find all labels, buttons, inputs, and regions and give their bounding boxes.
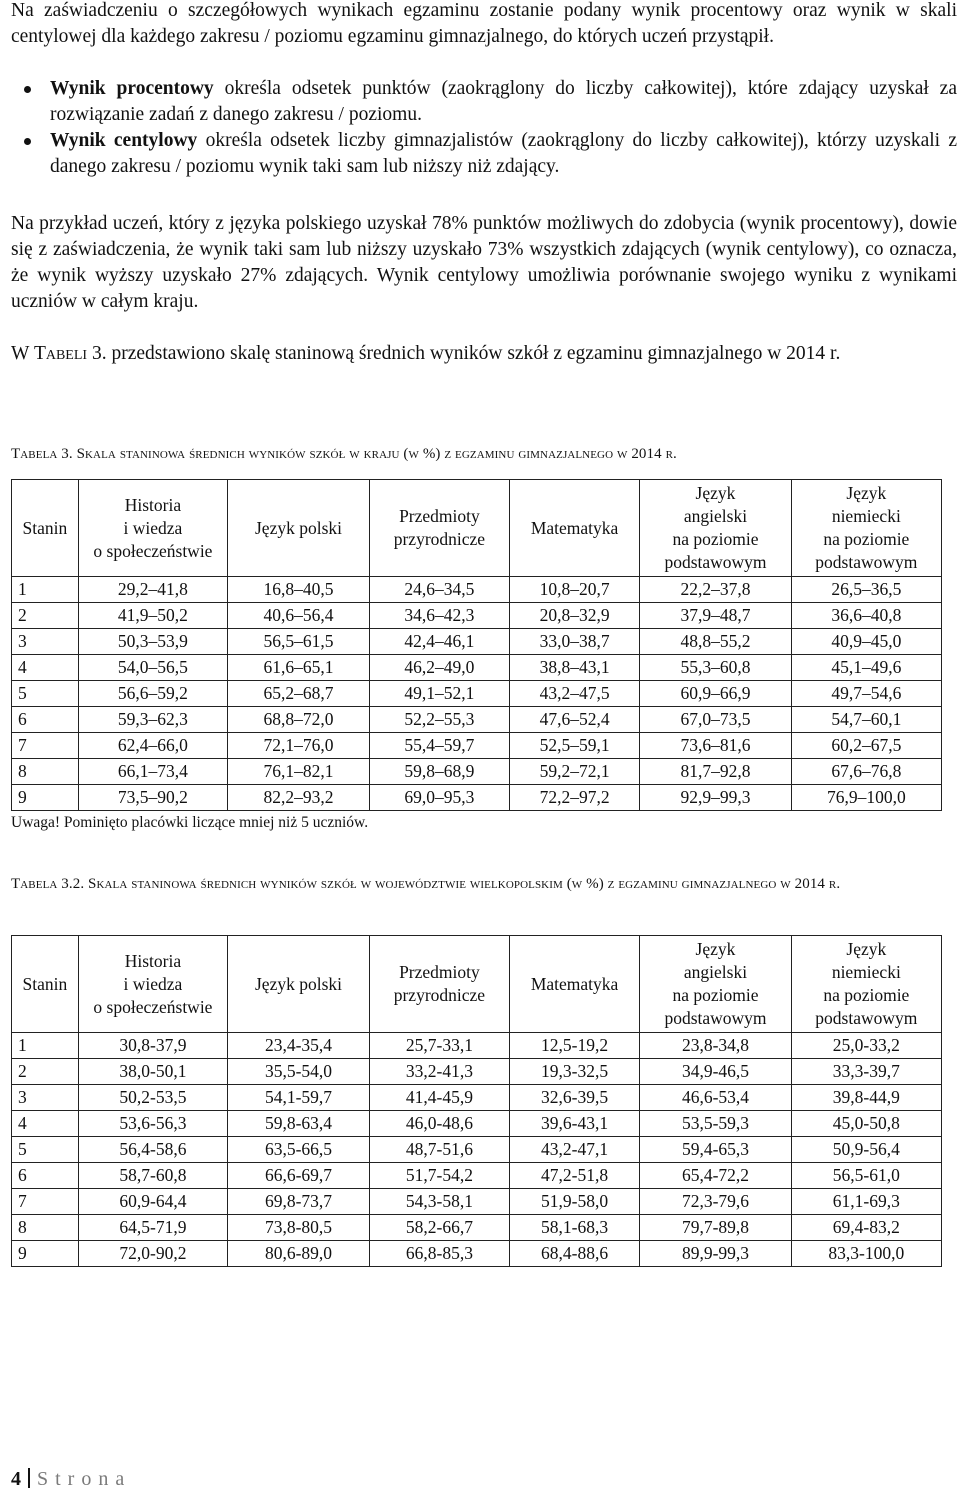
score-range: 48,8–55,2 bbox=[640, 629, 791, 655]
score-range: 83,3-100,0 bbox=[791, 1241, 941, 1267]
score-range: 32,6-39,5 bbox=[509, 1085, 639, 1111]
score-range: 60,9-64,4 bbox=[78, 1189, 227, 1215]
score-range: 79,7-89,8 bbox=[640, 1215, 791, 1241]
table2-caption: Tabela 3.2. Skala staninowa średnich wyników szkół w województwie wielkopolskim (w %) z egzaminu gimnazjalnego w 2014 r. bbox=[11, 876, 841, 892]
header-matematyka: Matematyka bbox=[509, 936, 639, 1033]
score-range: 25,7-33,1 bbox=[369, 1033, 509, 1059]
score-range: 72,0-90,2 bbox=[78, 1241, 227, 1267]
score-range: 26,5–36,5 bbox=[791, 577, 941, 603]
score-range: 69,8-73,7 bbox=[228, 1189, 370, 1215]
stanin-number: 4 bbox=[12, 655, 79, 681]
table-row bbox=[12, 759, 942, 785]
score-range: 73,8-80,5 bbox=[228, 1215, 370, 1241]
score-range: 43,2-47,1 bbox=[509, 1137, 639, 1163]
definitions-list bbox=[11, 76, 957, 180]
score-range: 56,5-61,0 bbox=[791, 1163, 941, 1189]
score-range: 76,1–82,1 bbox=[228, 759, 370, 785]
example-paragraph: Na przykład uczeń, który z języka polskiego uzyskał 78% punktów możliwych do zdobycia (wynik procentowy), dowie się z zaświadczenia, że wynik taki sam lub niższy uzyskało 73% wszystkich zdających (wynik centylowy), co oznacza, że wynik wyższy uzyskało 27% zdających. Wynik centylowy umożliwia porównanie swojego wyniku z wynikami uczniów w całym kraju. bbox=[11, 213, 957, 312]
score-range: 54,3-58,1 bbox=[369, 1189, 509, 1215]
table-row bbox=[12, 1033, 942, 1059]
score-range: 46,2–49,0 bbox=[369, 655, 509, 681]
score-range: 30,8-37,9 bbox=[78, 1033, 227, 1059]
score-range: 69,4-83,2 bbox=[791, 1215, 941, 1241]
header-angielski: Język angielski na poziomie podstawowym bbox=[640, 480, 791, 577]
header-przyroda: Przedmioty przyrodnicze bbox=[369, 480, 509, 577]
score-range: 81,7–92,8 bbox=[640, 759, 791, 785]
table-header-row bbox=[12, 480, 942, 577]
score-range: 29,2–41,8 bbox=[78, 577, 227, 603]
table-row bbox=[12, 785, 942, 811]
table-row bbox=[12, 1059, 942, 1085]
score-range: 72,3-79,6 bbox=[640, 1189, 791, 1215]
header-stanin: Stanin bbox=[12, 936, 79, 1033]
header-przyroda: Przedmioty przyrodnicze bbox=[369, 936, 509, 1033]
table-row bbox=[12, 1189, 942, 1215]
header-historia: Historia i wiedza o społeczeństwie bbox=[78, 480, 227, 577]
score-range: 19,3-32,5 bbox=[509, 1059, 639, 1085]
table-row bbox=[12, 603, 942, 629]
score-range: 66,8-85,3 bbox=[369, 1241, 509, 1267]
score-range: 65,4-72,2 bbox=[640, 1163, 791, 1189]
score-range: 40,6–56,4 bbox=[228, 603, 370, 629]
table-header-row bbox=[12, 936, 942, 1033]
score-range: 89,9-99,3 bbox=[640, 1241, 791, 1267]
score-range: 58,2-66,7 bbox=[369, 1215, 509, 1241]
table1-note: Uwaga! Pominięto placówki liczące mniej niż 5 uczniów. bbox=[11, 814, 369, 831]
bullet-icon bbox=[24, 86, 31, 93]
table-row bbox=[12, 1215, 942, 1241]
stanin-number: 9 bbox=[12, 1241, 79, 1267]
score-range: 36,6–40,8 bbox=[791, 603, 941, 629]
header-stanin: Stanin bbox=[12, 480, 79, 577]
table-row bbox=[12, 1085, 942, 1111]
score-range: 37,9–48,7 bbox=[640, 603, 791, 629]
score-range: 66,1–73,4 bbox=[78, 759, 227, 785]
table-row bbox=[12, 1241, 942, 1267]
score-range: 56,6–59,2 bbox=[78, 681, 227, 707]
score-range: 54,1-59,7 bbox=[228, 1085, 370, 1111]
national-stanin-table bbox=[11, 479, 942, 811]
score-range: 61,6–65,1 bbox=[228, 655, 370, 681]
score-range: 56,4-58,6 bbox=[78, 1137, 227, 1163]
stanin-number: 5 bbox=[12, 681, 79, 707]
score-range: 68,4-88,6 bbox=[509, 1241, 639, 1267]
score-range: 47,2-51,8 bbox=[509, 1163, 639, 1189]
score-range: 55,3–60,8 bbox=[640, 655, 791, 681]
header-niemiecki: Język niemiecki na poziomie podstawowym bbox=[791, 480, 941, 577]
score-range: 55,4–59,7 bbox=[369, 733, 509, 759]
score-range: 59,2–72,1 bbox=[509, 759, 639, 785]
table-row bbox=[12, 681, 942, 707]
score-range: 45,1–49,6 bbox=[791, 655, 941, 681]
score-range: 34,6–42,3 bbox=[369, 603, 509, 629]
score-range: 25,0-33,2 bbox=[791, 1033, 941, 1059]
score-range: 38,0-50,1 bbox=[78, 1059, 227, 1085]
header-historia: Historia i wiedza o społeczeństwie bbox=[78, 936, 227, 1033]
score-range: 47,6–52,4 bbox=[509, 707, 639, 733]
stanin-number: 7 bbox=[12, 1189, 79, 1215]
score-range: 52,5–59,1 bbox=[509, 733, 639, 759]
header-angielski: Język angielski na poziomie podstawowym bbox=[640, 936, 791, 1033]
score-range: 73,6–81,6 bbox=[640, 733, 791, 759]
score-range: 23,8-34,8 bbox=[640, 1033, 791, 1059]
score-range: 24,6–34,5 bbox=[369, 577, 509, 603]
score-range: 61,1-69,3 bbox=[791, 1189, 941, 1215]
score-range: 22,2–37,8 bbox=[640, 577, 791, 603]
stanin-number: 1 bbox=[12, 577, 79, 603]
stanin-number: 3 bbox=[12, 1085, 79, 1111]
definition-centile-text: określa odsetek liczby gimnazjalistów (zaokrąglony do liczby całkowitej), którzy uzyskali z danego zakresu / poziomu wynik taki sam lub niższy niż zdający. bbox=[50, 130, 957, 177]
regional-stanin-table bbox=[11, 935, 942, 1267]
score-range: 10,8–20,7 bbox=[509, 577, 639, 603]
score-range: 72,2–97,2 bbox=[509, 785, 639, 811]
score-range: 54,7–60,1 bbox=[791, 707, 941, 733]
definition-percent-text: określa odsetek punktów (zaokrąglony do liczby całkowitej), które zdający uzyskał za rozwiązanie zadań z danego zakresu / poziomu. bbox=[50, 78, 957, 125]
score-range: 59,8–68,9 bbox=[369, 759, 509, 785]
table-row bbox=[12, 629, 942, 655]
score-range: 53,5-59,3 bbox=[640, 1111, 791, 1137]
stanin-number: 5 bbox=[12, 1137, 79, 1163]
score-range: 23,4-35,4 bbox=[228, 1033, 370, 1059]
score-range: 76,9–100,0 bbox=[791, 785, 941, 811]
table-row bbox=[12, 1111, 942, 1137]
page-number: 4 bbox=[11, 1468, 21, 1490]
stanin-number: 1 bbox=[12, 1033, 79, 1059]
footer-separator bbox=[28, 1468, 30, 1488]
score-range: 68,8–72,0 bbox=[228, 707, 370, 733]
header-niemiecki: Język niemiecki na poziomie podstawowym bbox=[791, 936, 941, 1033]
stanin-number: 4 bbox=[12, 1111, 79, 1137]
score-range: 64,5-71,9 bbox=[78, 1215, 227, 1241]
score-range: 67,6–76,8 bbox=[791, 759, 941, 785]
score-range: 69,0–95,3 bbox=[369, 785, 509, 811]
score-range: 50,3–53,9 bbox=[78, 629, 227, 655]
score-range: 38,8–43,1 bbox=[509, 655, 639, 681]
term-centile: Wynik centylowy bbox=[50, 130, 198, 151]
table-row bbox=[12, 707, 942, 733]
score-range: 34,9-46,5 bbox=[640, 1059, 791, 1085]
stanin-number: 7 bbox=[12, 733, 79, 759]
score-range: 41,9–50,2 bbox=[78, 603, 227, 629]
stanin-number: 3 bbox=[12, 629, 79, 655]
score-range: 66,6-69,7 bbox=[228, 1163, 370, 1189]
score-range: 82,2–93,2 bbox=[228, 785, 370, 811]
stanin-number: 8 bbox=[12, 759, 79, 785]
score-range: 51,9-58,0 bbox=[509, 1189, 639, 1215]
score-range: 43,2–47,5 bbox=[509, 681, 639, 707]
score-range: 50,9-56,4 bbox=[791, 1137, 941, 1163]
table-row bbox=[12, 577, 942, 603]
score-range: 50,2-53,5 bbox=[78, 1085, 227, 1111]
score-range: 41,4-45,9 bbox=[369, 1085, 509, 1111]
score-range: 33,0–38,7 bbox=[509, 629, 639, 655]
definition-percent bbox=[11, 76, 957, 128]
score-range: 45,0-50,8 bbox=[791, 1111, 941, 1137]
definition-centile bbox=[11, 128, 957, 180]
table-row bbox=[12, 1137, 942, 1163]
stanin-number: 2 bbox=[12, 603, 79, 629]
score-range: 48,7-51,6 bbox=[369, 1137, 509, 1163]
score-range: 39,6-43,1 bbox=[509, 1111, 639, 1137]
score-range: 53,6-56,3 bbox=[78, 1111, 227, 1137]
score-range: 65,2–68,7 bbox=[228, 681, 370, 707]
score-range: 49,1–52,1 bbox=[369, 681, 509, 707]
score-range: 67,0–73,5 bbox=[640, 707, 791, 733]
score-range: 51,7-54,2 bbox=[369, 1163, 509, 1189]
score-range: 59,4-65,3 bbox=[640, 1137, 791, 1163]
score-range: 59,3–62,3 bbox=[78, 707, 227, 733]
header-matematyka: Matematyka bbox=[509, 480, 639, 577]
table1-caption: Tabela 3. Skala staninowa średnich wyników szkół w kraju (w %) z egzaminu gimnazjalnego w 2014 r. bbox=[11, 446, 677, 462]
bullet-icon bbox=[24, 138, 31, 145]
score-range: 56,5–61,5 bbox=[228, 629, 370, 655]
score-range: 46,0-48,6 bbox=[369, 1111, 509, 1137]
table-row bbox=[12, 733, 942, 759]
stanin-number: 9 bbox=[12, 785, 79, 811]
score-range: 73,5–90,2 bbox=[78, 785, 227, 811]
score-range: 63,5-66,5 bbox=[228, 1137, 370, 1163]
score-range: 46,6-53,4 bbox=[640, 1085, 791, 1111]
score-range: 16,8–40,5 bbox=[228, 577, 370, 603]
score-range: 42,4–46,1 bbox=[369, 629, 509, 655]
header-polski: Język polski bbox=[228, 936, 370, 1033]
score-range: 33,3-39,7 bbox=[791, 1059, 941, 1085]
score-range: 92,9–99,3 bbox=[640, 785, 791, 811]
score-range: 40,9–45,0 bbox=[791, 629, 941, 655]
score-range: 60,9–66,9 bbox=[640, 681, 791, 707]
score-range: 58,1-68,3 bbox=[509, 1215, 639, 1241]
table-row bbox=[12, 655, 942, 681]
stanin-number: 8 bbox=[12, 1215, 79, 1241]
score-range: 62,4–66,0 bbox=[78, 733, 227, 759]
score-range: 12,5-19,2 bbox=[509, 1033, 639, 1059]
score-range: 58,7-60,8 bbox=[78, 1163, 227, 1189]
stanin-number: 6 bbox=[12, 707, 79, 733]
score-range: 39,8-44,9 bbox=[791, 1085, 941, 1111]
score-range: 59,8-63,4 bbox=[228, 1111, 370, 1137]
header-polski: Język polski bbox=[228, 480, 370, 577]
table-row bbox=[12, 1163, 942, 1189]
intro-paragraph: Na zaświadczeniu o szczegółowych wynikach egzaminu zostanie podany wynik procentowy oraz wynik w skali centylowej dla każdego zakresu / poziomu egzaminu gimnazjalnego, do których uczeń przystąpił. bbox=[11, 0, 957, 47]
page-label: Strona bbox=[37, 1468, 132, 1490]
stanin-number: 6 bbox=[12, 1163, 79, 1189]
term-percent: Wynik procentowy bbox=[50, 78, 214, 99]
table-reference-link: Tabeli bbox=[33, 343, 88, 364]
page-footer bbox=[11, 1467, 131, 1491]
score-range: 33,2-41,3 bbox=[369, 1059, 509, 1085]
score-range: 49,7–54,6 bbox=[791, 681, 941, 707]
table-reference-paragraph: W Tabeli 3. przedstawiono skalę staninową średnich wyników szkół z egzaminu gimnazjalnego w 2014 r. bbox=[11, 343, 841, 364]
stanin-number: 2 bbox=[12, 1059, 79, 1085]
score-range: 35,5-54,0 bbox=[228, 1059, 370, 1085]
score-range: 80,6-89,0 bbox=[228, 1241, 370, 1267]
score-range: 52,2–55,3 bbox=[369, 707, 509, 733]
score-range: 72,1–76,0 bbox=[228, 733, 370, 759]
regional-table-body bbox=[12, 1033, 942, 1267]
score-range: 60,2–67,5 bbox=[791, 733, 941, 759]
score-range: 20,8–32,9 bbox=[509, 603, 639, 629]
score-range: 54,0–56,5 bbox=[78, 655, 227, 681]
national-table-body bbox=[12, 577, 942, 811]
